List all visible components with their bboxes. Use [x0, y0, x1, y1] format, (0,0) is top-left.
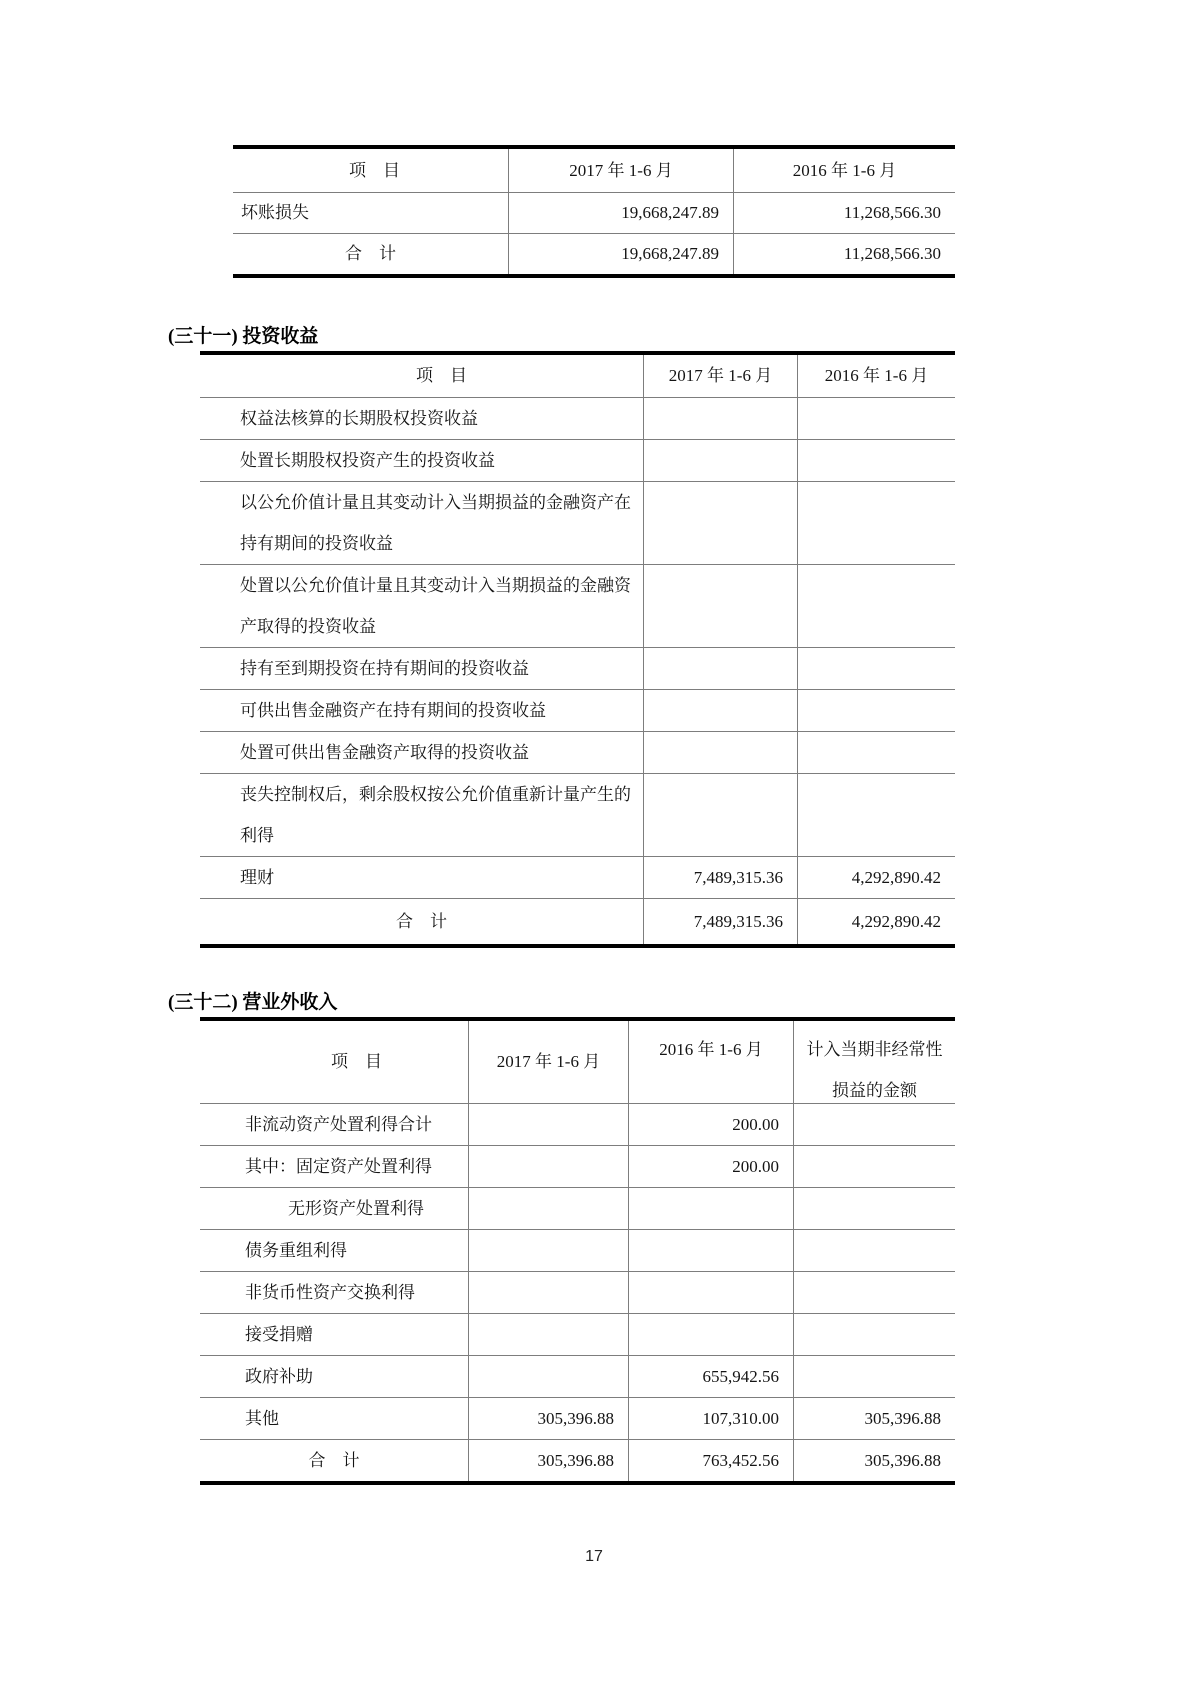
value-nonrecurring-cell [793, 1272, 955, 1313]
item-cell [200, 565, 643, 647]
header-nonrecurring [793, 1021, 955, 1103]
value-2017-cell [643, 732, 797, 773]
investment-income-table [200, 351, 955, 948]
item-cell: 债务重组利得 [245, 1241, 347, 1260]
value-2017-cell [643, 482, 797, 564]
section-31-heading: (三十一) 投资收益 [168, 326, 319, 347]
total-label-cell: 合 计 [308, 1451, 360, 1470]
table-row [200, 565, 955, 648]
section-32-heading: (三十二) 营业外收入 [168, 992, 338, 1013]
value-2017-cell [468, 1146, 628, 1187]
table-row [200, 1230, 955, 1272]
item-cell: 处置可供出售金融资产取得的投资收益 [240, 743, 529, 762]
value-2016-cell [797, 440, 955, 481]
table-row [200, 1104, 955, 1146]
value-2016-cell: 4,292,890.42 [797, 899, 955, 944]
header-2016: 2016 年 1-6 月 [733, 149, 955, 192]
value-2017-cell: 305,396.88 [468, 1398, 628, 1439]
value-2016-cell [797, 774, 955, 856]
table-header-row [200, 1021, 955, 1104]
table-row [200, 732, 955, 774]
page-number: 17 [585, 1548, 603, 1565]
item-cell: 可供出售金融资产在持有期间的投资收益 [240, 701, 546, 720]
header-item: 项 目 [349, 161, 400, 180]
value-2016-cell: 763,452.56 [628, 1440, 793, 1481]
value-2016-cell [797, 648, 955, 689]
value-2017-cell [468, 1314, 628, 1355]
item-cell [200, 482, 643, 564]
item-cell [200, 774, 643, 856]
value-nonrecurring-cell [793, 1314, 955, 1355]
value-nonrecurring-cell [793, 1146, 955, 1187]
value-2017-cell [468, 1230, 628, 1271]
value-2016-cell [628, 1230, 793, 1271]
item-line-1: 以公允价值计量且其变动计入当期损益的金融资产在 [240, 493, 631, 512]
item-line-1: 处置以公允价值计量且其变动计入当期损益的金融资 [240, 576, 631, 595]
item-cell: 非流动资产处置利得合计 [245, 1115, 432, 1134]
value-2017-cell: 19,668,247.89 [508, 193, 733, 233]
item-line-1: 丧失控制权后，剩余股权按公允价值重新计量产生的 [240, 785, 631, 804]
value-2016-cell [797, 482, 955, 564]
table-row [200, 774, 955, 857]
value-2017-cell [643, 648, 797, 689]
value-2016-cell: 4,292,890.42 [797, 857, 955, 898]
header-nonrecurring-line-1: 计入当期非经常性 [806, 1040, 943, 1059]
table-row [200, 1356, 955, 1398]
item-line-2: 持有期间的投资收益 [240, 534, 393, 553]
value-2017-cell [468, 1104, 628, 1145]
table-row [200, 1188, 955, 1230]
header-nonrecurring-line-2: 损益的金额 [832, 1081, 917, 1100]
item-cell: 理财 [240, 868, 274, 887]
header-2016: 2016 年 1-6 月 [628, 1021, 793, 1103]
item-cell: 接受捐赠 [245, 1325, 313, 1344]
value-2017-cell: 19,668,247.89 [508, 234, 733, 274]
table-total-row [233, 234, 955, 274]
total-label-cell: 合 计 [396, 912, 447, 931]
table-row [200, 482, 955, 565]
table-row [233, 193, 955, 234]
item-cell: 其中：固定资产处置利得 [245, 1157, 432, 1176]
item-line-2: 产取得的投资收益 [240, 617, 376, 636]
item-cell: 持有至到期投资在持有期间的投资收益 [240, 659, 529, 678]
item-cell: 政府补助 [245, 1367, 313, 1386]
bad-debt-table [233, 145, 955, 278]
header-2017: 2017 年 1-6 月 [508, 149, 733, 192]
item-cell: 处置长期股权投资产生的投资收益 [240, 451, 495, 470]
header-2017: 2017 年 1-6 月 [468, 1021, 628, 1103]
value-2017-cell [643, 774, 797, 856]
table-header-row [200, 355, 955, 398]
value-2017-cell [643, 565, 797, 647]
item-cell: 非货币性资产交换利得 [245, 1283, 415, 1302]
value-2017-cell [468, 1356, 628, 1397]
table-row [200, 690, 955, 732]
value-2016-cell: 11,268,566.30 [733, 234, 955, 274]
value-2017-cell [468, 1272, 628, 1313]
table-row [200, 1146, 955, 1188]
table-total-row [200, 1440, 955, 1481]
value-2017-cell [468, 1188, 628, 1229]
value-2016-cell [797, 565, 955, 647]
value-2016-cell: 200.00 [628, 1146, 793, 1187]
value-nonrecurring-cell [793, 1104, 955, 1145]
value-2016-cell [797, 690, 955, 731]
value-nonrecurring-cell [793, 1188, 955, 1229]
value-nonrecurring-cell: 305,396.88 [793, 1440, 955, 1481]
value-2016-cell: 200.00 [628, 1104, 793, 1145]
value-2016-cell [628, 1314, 793, 1355]
value-2016-cell [797, 732, 955, 773]
value-nonrecurring-cell [793, 1356, 955, 1397]
table-row [200, 1314, 955, 1356]
value-2017-cell [643, 398, 797, 439]
header-item: 项 目 [416, 366, 467, 385]
item-cell: 权益法核算的长期股权投资收益 [240, 409, 478, 428]
value-nonrecurring-cell [793, 1230, 955, 1271]
header-2016: 2016 年 1-6 月 [797, 355, 955, 397]
item-cell: 其他 [245, 1409, 279, 1428]
total-label-cell: 合 计 [345, 244, 396, 263]
table-row [200, 648, 955, 690]
item-line-2: 利得 [240, 826, 274, 845]
value-nonrecurring-cell: 305,396.88 [793, 1398, 955, 1439]
value-2016-cell: 655,942.56 [628, 1356, 793, 1397]
table-row [200, 857, 955, 899]
table-row [200, 398, 955, 440]
item-cell: 无形资产处置利得 [288, 1199, 424, 1218]
non-operating-income-table [200, 1017, 955, 1485]
header-item: 项 目 [331, 1052, 382, 1071]
table-row [200, 1398, 955, 1440]
value-2016-cell [628, 1188, 793, 1229]
value-2017-cell [643, 440, 797, 481]
table-total-row [200, 899, 955, 944]
value-2017-cell: 7,489,315.36 [643, 857, 797, 898]
table-row [200, 440, 955, 482]
value-2017-cell: 7,489,315.36 [643, 899, 797, 944]
value-2017-cell: 305,396.88 [468, 1440, 628, 1481]
item-cell: 坏账损失 [241, 203, 309, 222]
value-2016-cell [797, 398, 955, 439]
table-header-row [233, 149, 955, 193]
value-2016-cell [628, 1272, 793, 1313]
value-2016-cell: 11,268,566.30 [733, 193, 955, 233]
value-2016-cell: 107,310.00 [628, 1398, 793, 1439]
value-2017-cell [643, 690, 797, 731]
table-row [200, 1272, 955, 1314]
header-2017: 2017 年 1-6 月 [643, 355, 797, 397]
